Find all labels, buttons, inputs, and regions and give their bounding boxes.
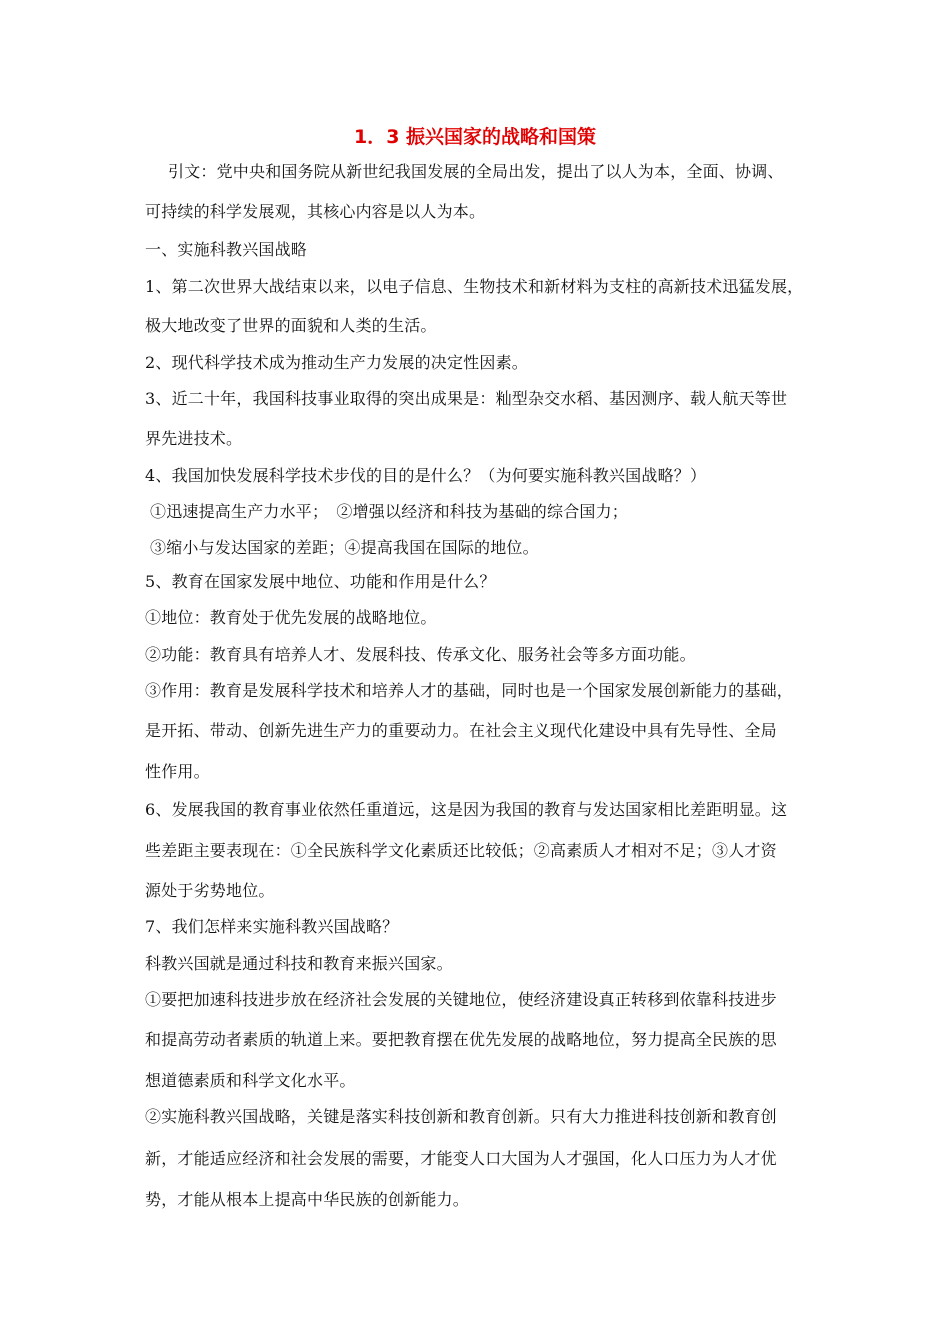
paragraph-line: 势，才能从根本上提高中华民族的创新能力。 bbox=[145, 1190, 470, 1209]
paragraph-line: 7、我们怎样来实施科教兴国战略？ bbox=[145, 917, 399, 936]
paragraph-line: 新，才能适应经济和社会发展的需要，才能变人口大国为人才强国，化人口压力为人才优 bbox=[145, 1149, 777, 1168]
list-item: ②实施科教兴国战略，关键是落实科技创新和教育创新。只有大力推进科技创新和教育创 bbox=[145, 1107, 777, 1126]
paragraph-line: 界先进技术。 bbox=[145, 429, 243, 448]
paragraph-line: 些差距主要表现在：①全民族科学文化素质还比较低；②高素质人才相对不足；③人才资 bbox=[145, 841, 777, 860]
section-heading: 一、实施科教兴国战略 bbox=[145, 240, 308, 259]
paragraph-line: 2、现代科学技术成为推动生产力发展的决定性因素。 bbox=[145, 353, 528, 372]
paragraph-line: 4、我国加快发展科学技术步伐的目的是什么？（为何要实施科教兴国战略？） bbox=[145, 466, 707, 485]
list-item: ③作用：教育是发展科学技术和培养人才的基础，同时也是一个国家发展创新能力的基础， bbox=[145, 681, 794, 700]
list-item: ①要把加速科技进步放在经济社会发展的关键地位，使经济建设真正转移到依靠科技进步 bbox=[145, 990, 777, 1009]
list-item: ②功能：教育具有培养人才、发展科技、传承文化、服务社会等多方面功能。 bbox=[145, 645, 696, 664]
paragraph-line: 想道德素质和科学文化水平。 bbox=[145, 1071, 356, 1090]
paragraph-line: 3、近二十年，我国科技事业取得的突出成果是：籼型杂交水稻、基因测序、载人航天等世 bbox=[145, 389, 788, 408]
page-title: 1．3 振兴国家的战略和国策 bbox=[353, 126, 597, 148]
paragraph-line: 科教兴国就是通过科技和教育来振兴国家。 bbox=[145, 954, 453, 973]
intro-line-1: 引文：党中央和国务院从新世纪我国发展的全局出发，提出了以人为本，全面、协调、 bbox=[168, 162, 784, 181]
list-item: ③缩小与发达国家的差距；④提高我国在国际的地位。 bbox=[150, 538, 539, 557]
paragraph-line: 性作用。 bbox=[145, 762, 210, 781]
paragraph-line: 1、第二次世界大战结束以来，以电子信息、生物技术和新材料为支柱的高新技术迅猛发展， bbox=[145, 277, 804, 296]
paragraph-line: 6、发展我国的教育事业依然任重道远，这是因为我国的教育与发达国家相比差距明显。这 bbox=[145, 800, 788, 819]
list-item: ①地位：教育处于优先发展的战略地位。 bbox=[145, 608, 437, 627]
paragraph-line: 5、教育在国家发展中地位、功能和作用是什么？ bbox=[145, 572, 496, 591]
intro-line-2: 可持续的科学发展观，其核心内容是以人为本。 bbox=[145, 202, 486, 221]
paragraph-line: 是开拓、带动、创新先进生产力的重要动力。在社会主义现代化建设中具有先导性、全局 bbox=[145, 721, 777, 740]
paragraph-line: 极大地改变了世界的面貌和人类的生活。 bbox=[145, 316, 437, 335]
paragraph-line: 源处于劣势地位。 bbox=[145, 881, 275, 900]
list-item: ①迅速提高生产力水平； ②增强以经济和科技为基础的综合国力； bbox=[150, 502, 629, 521]
paragraph-line: 和提高劳动者素质的轨道上来。要把教育摆在优先发展的战略地位，努力提高全民族的思 bbox=[145, 1030, 777, 1049]
